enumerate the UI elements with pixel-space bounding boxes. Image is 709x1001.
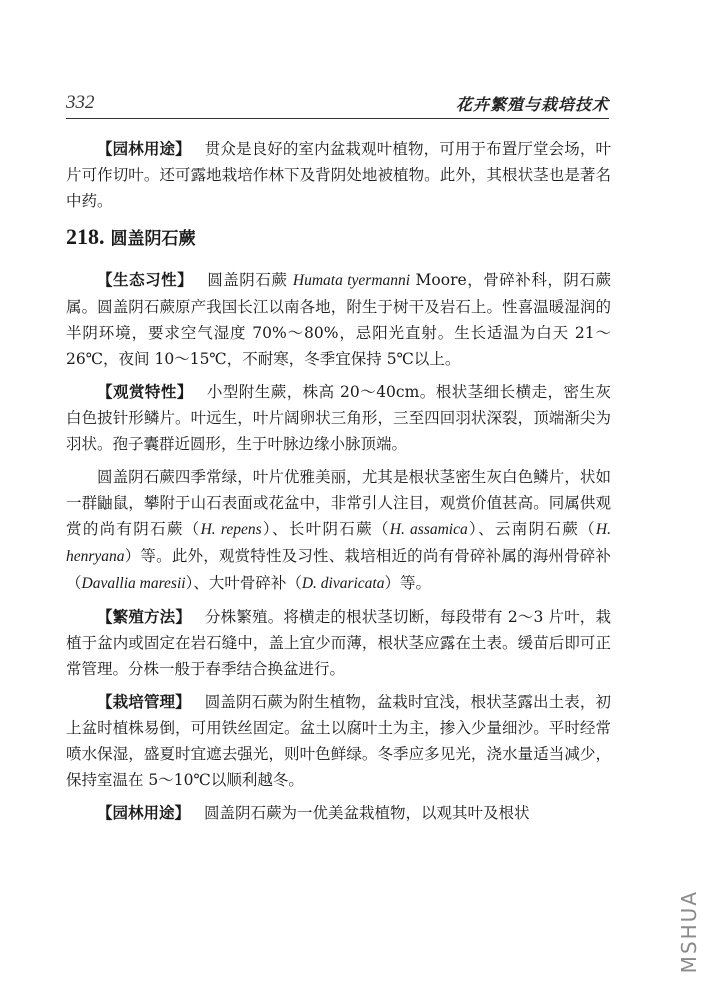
paragraph-text: 圆盖阴石蕨 [207, 271, 293, 289]
latin-name: H. henryana [66, 521, 611, 565]
section-number: 218. [66, 224, 105, 249]
section-title: 圆盖阴石蕨 [110, 229, 196, 249]
paragraph-text: ）、大叶骨碎补（ [185, 574, 302, 592]
page-header [66, 90, 609, 119]
paragraph-tag: 【观赏特性】 [97, 383, 193, 401]
paragraph-tag: 【生态习性】 [97, 271, 194, 289]
paragraph-text: ）等。 [384, 574, 431, 592]
latin-name: Davallia maresii [81, 575, 186, 592]
landscape-paragraph [66, 800, 611, 826]
paragraph-text: Moore，骨碎补科，阴石蕨属。圆盖阴石蕨原产我国长江以南各地，附生于树干及岩石上。性喜温暖湿润的半阴环境，要求空气湿度 70%～80%，忌阳光直射。生长适温为白天 21～26℃，夜间 10～15℃，不耐寒，冬季宜保持 5℃以上。 [66, 271, 611, 368]
paragraph-tag: 【园林用途】 [97, 140, 191, 158]
propagation-paragraph [66, 604, 611, 682]
description-paragraph [66, 464, 611, 597]
paragraph-tag: 【园林用途】 [97, 804, 191, 822]
page-number: 332 [66, 92, 95, 113]
paragraph-text: 小型附生蕨，株高 20～40cm。根状茎细长横走，密生灰白色披针形鳞片。叶远生，叶片阔卵状三角形，三至四回羽状深裂，顶端渐尖为羽状。孢子囊群近圆形，生于叶脉边缘小脉顶端。 [66, 383, 611, 453]
paragraph-tag: 【栽培管理】 [97, 693, 191, 711]
paragraph-text: 圆盖阴石蕨为附生植物，盆栽时宜浅，根状茎露出土表，初上盆时植株易倒，可用铁丝固定。盆土以腐叶土为主，掺入少量细沙。平时经常喷水保湿，盛夏时宜遮去强光，则叶色鲜绿。冬季应多见光，浇水量适当减少，保持室温在 5～10℃以顺利越冬。 [66, 693, 611, 789]
latin-name: H. assamica [389, 521, 468, 538]
ecology-paragraph [66, 267, 611, 372]
latin-name: D. divaricata [301, 575, 385, 592]
paragraph-text: ）、长叶阴石蕨（ [261, 520, 390, 538]
running-title: 花卉繁殖与栽培技术 [455, 95, 609, 114]
section-heading [66, 221, 611, 255]
paragraph-text: ）、云南阴石蕨（ [467, 520, 596, 538]
paragraph-text: 圆盖阴石蕨四季常绿，叶片优雅美丽，尤其是根状茎密生灰白色鳞片，状如一群鼬鼠，攀附于山石表面或花盆中，非常引人注目，观赏价值甚高。同属供观赏的尚有阴石蕨（ [66, 468, 611, 538]
paragraph-text: 分株繁殖。将横走的根状茎切断，每段带有 2～3 片叶，栽植于盆内或固定在岩石缝中，盖上宜少而薄，根状茎应露在土表。缓苗后即可正常管理。分株一般于春季结合换盆进行。 [66, 608, 611, 678]
watermark: MSHUA [677, 889, 701, 973]
features-paragraph [66, 379, 611, 457]
intro-paragraph [66, 136, 611, 214]
page-body [66, 136, 611, 833]
paragraph-tag: 【繁殖方法】 [97, 608, 192, 626]
paragraph-text: ）等。此外，观赏特性及习性、栽培相近的尚有骨碎补属的海州骨碎补（ [66, 547, 611, 592]
cultivation-paragraph [66, 689, 611, 793]
latin-name: Humata tyermanni [292, 272, 411, 289]
paragraph-text: 圆盖阴石蕨为一优美盆栽植物，以观其叶及根状 [204, 804, 530, 822]
latin-name: H. repens [200, 521, 262, 538]
paragraph-text: 贯众是良好的室内盆栽观叶植物，可用于布置厅堂会场，叶片可作切叶。还可露地栽培作林下及背阴处地被植物。此外，其根状茎也是著名中药。 [66, 140, 611, 210]
